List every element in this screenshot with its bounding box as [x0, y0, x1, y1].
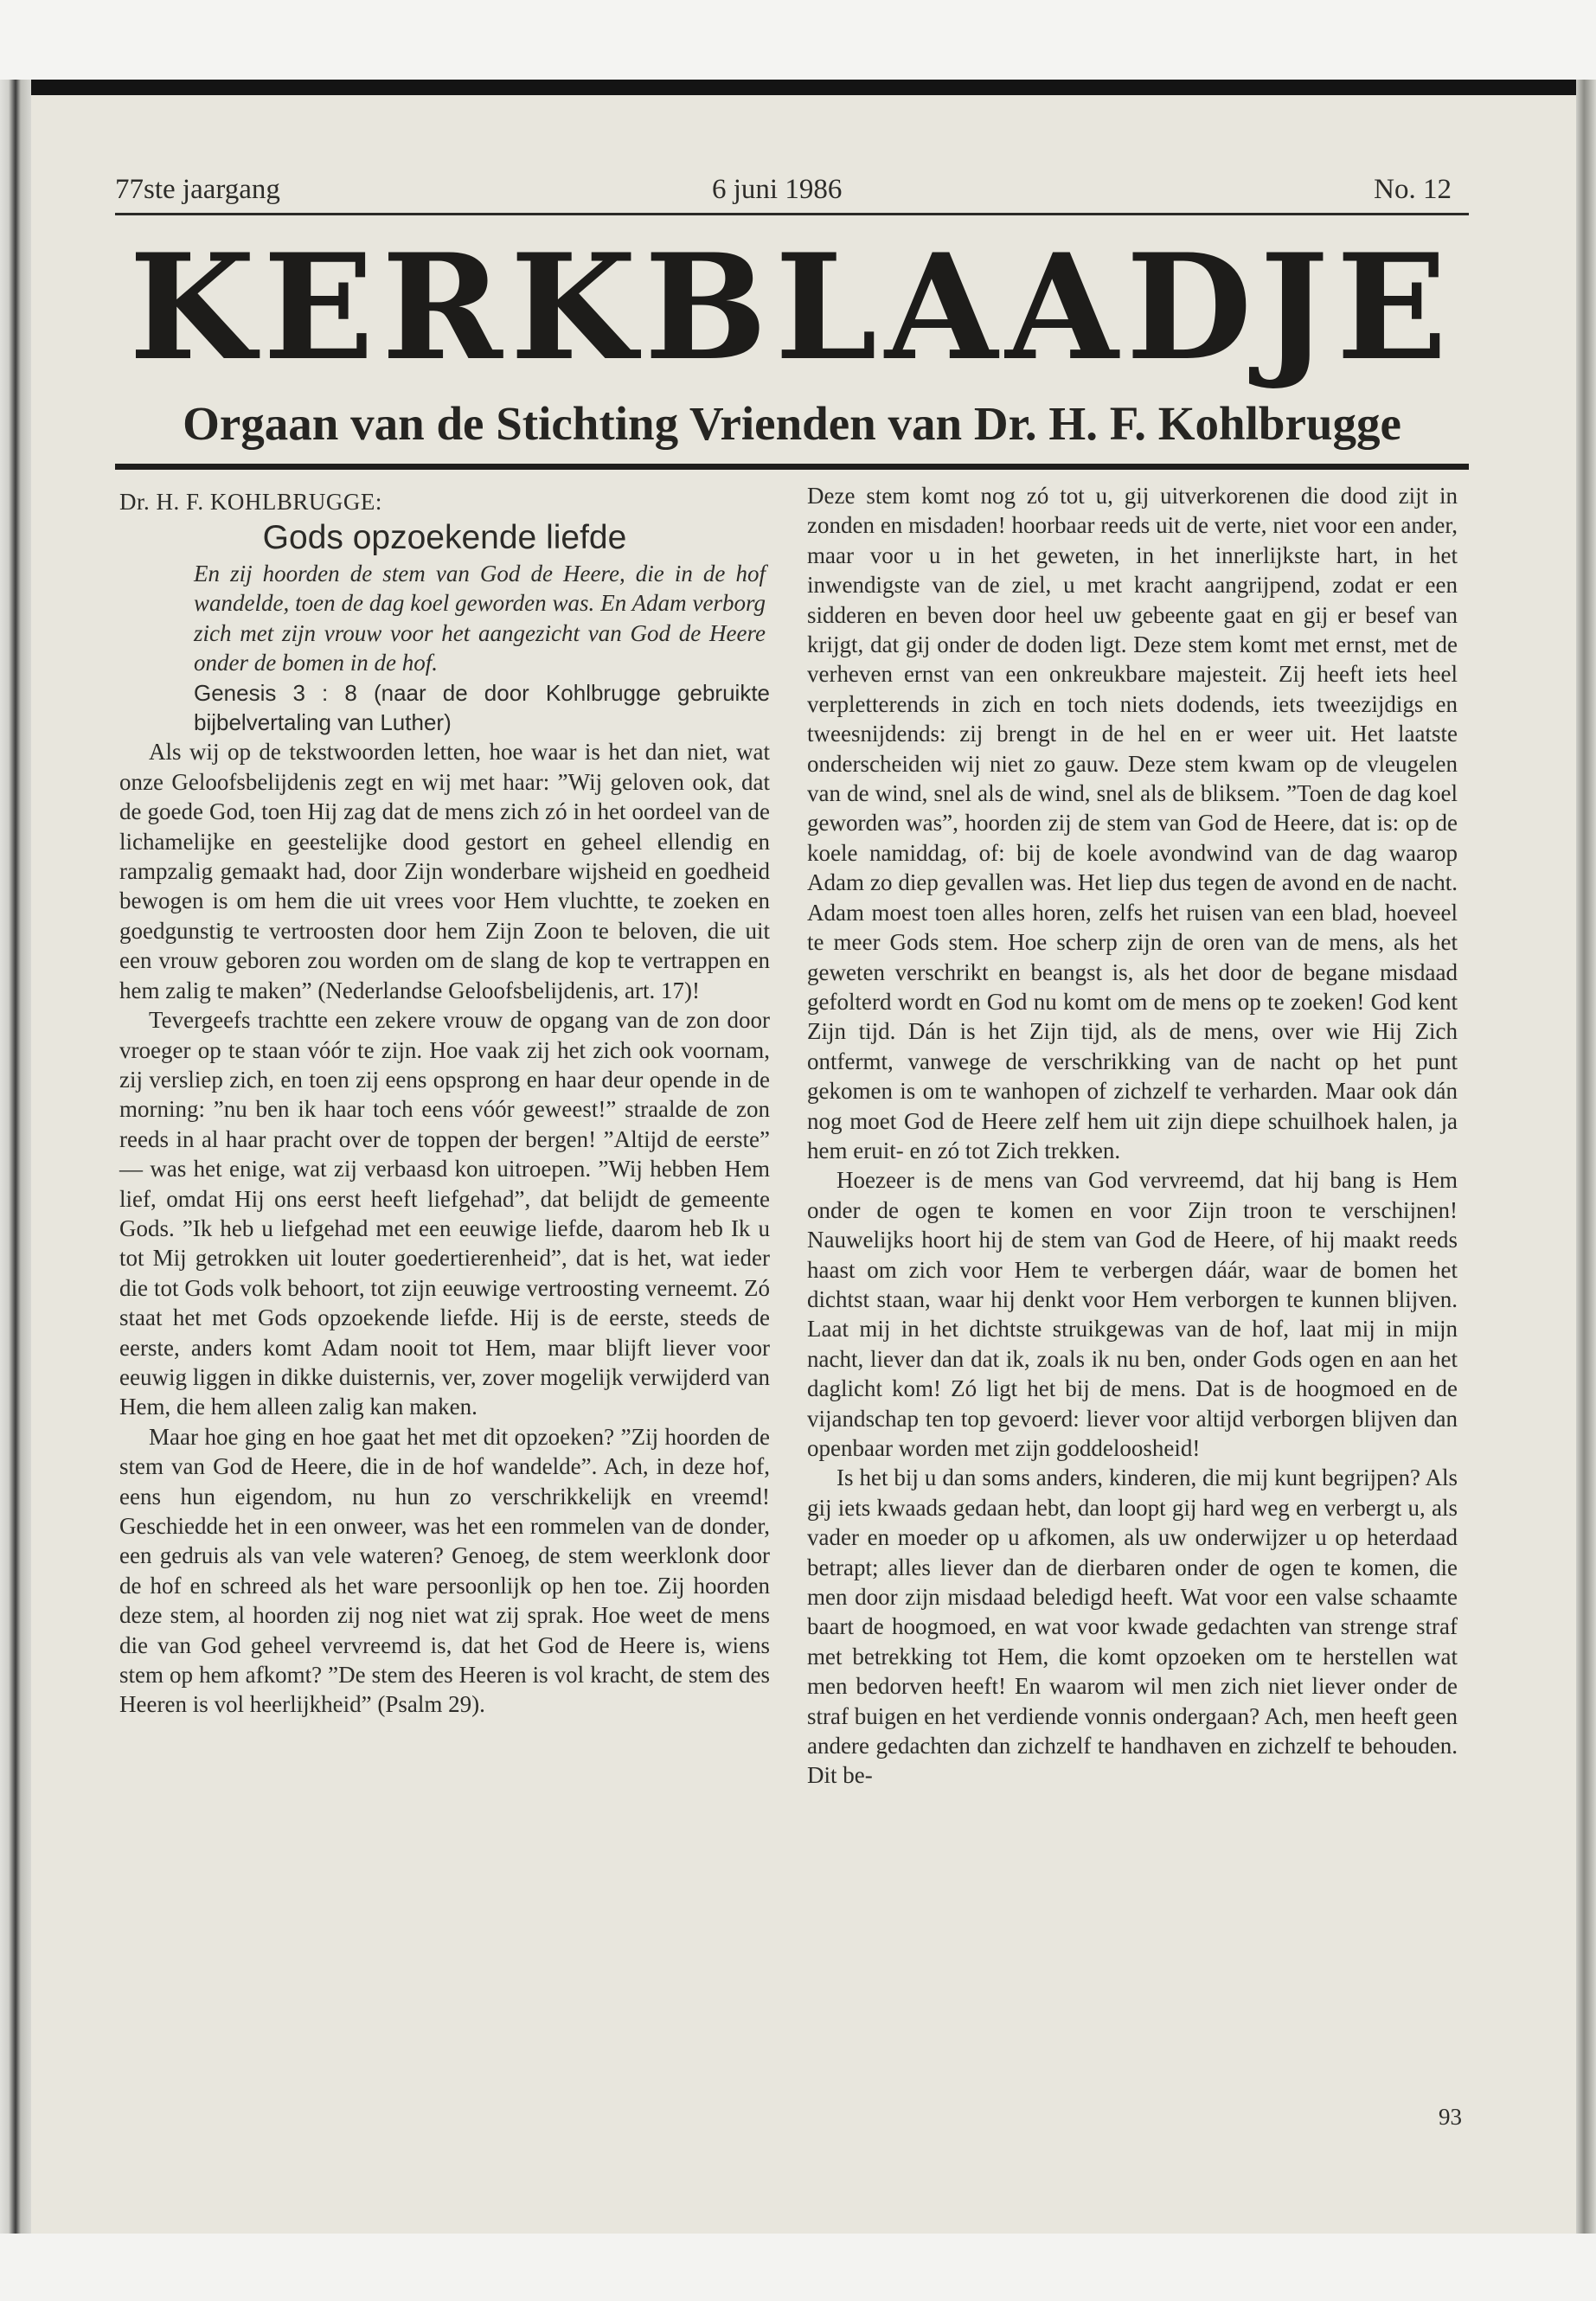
article-paragraph: Maar hoe ging en hoe gaat het met dit opzoeken? ”Zij hoorden de stem van God de Heere, die in de hof wandelde”. Ach, in deze hof, eens hun eigendom, nu hun zo verschrikkelijk en vreemd! Geschiedde het in een onweer, was het een rommelen van de donder, een gedruis als van vele wateren? Genoeg, de stem weerklonk door de hof en schreed als het ware persoonlijk op hen toe. Zij hoorden deze stem, al hoorden zij nog niet wat zij sprak. Hoe weet de mens die van God geheel vervreemd is, dat het God de Heere is, wiens stem op hem afkomt? ”De stem des Heeren is vol kracht, de stem des Heeren is vol heerlijkheid” (Psalm 29).: [119, 1423, 770, 1718]
issue-header: [115, 171, 1469, 208]
scan-bottom-margin: [0, 2234, 1596, 2301]
scan-right-edge: [1576, 80, 1596, 2234]
issue-number: No. 12: [1374, 174, 1452, 205]
article-epigraph: En zij hoorden de stem van God de Heere, die in de hof wandelde, toen de dag koel geworden was. En Adam verborg zich met zijn vrouw voor het aangezicht van God de Heere onder de bomen in de hof.: [194, 561, 766, 676]
article-paragraph: Hoezeer is de mens van God vervreemd, dat hij bang is Hem onder de ogen te komen en voor Zijn troon te verschijnen! Nauwelijks hoort hij de stem van God de Heere, of hij maakt reeds haast om zich voor Hem te verbergen dáár, waar de bomen het dichtst staan, waar hij denkt voor Hem verborgen te kunnen blijven. Laat mij in het dichtste struikgewas van de hof, laat mij in mijn nacht, liever dan dat ik, zoals ik nu ben, onder Gods ogen en aan het daglicht kom! Zó ligt het bij de mens. Dat is de hoogmoed en de vijandschap ten top gevoerd: liever voor altijd verborgen blijven dan openbaar worden met zijn goddeloosheid!: [807, 1167, 1458, 1461]
left-column: [119, 486, 770, 1720]
scan-top-edge: [0, 80, 1596, 95]
scan-left-edge: [0, 80, 31, 2242]
article-title: Gods opzoekende liefde: [262, 519, 627, 556]
volume-label: 77ste jaargang: [115, 174, 280, 205]
article-author: Dr. H. F. KOHLBRUGGE:: [119, 489, 382, 515]
header-rule: [115, 213, 1469, 215]
right-column: [807, 481, 1458, 1791]
page-number: 93: [1439, 2104, 1462, 2130]
article-paragraph: Is het bij u dan soms anders, kinderen, die mij kunt begrijpen? Als gij iets kwaads gedaan hebt, dan loopt gij hard weg en verbergt u, als vader en moeder op u afkomen, als uw onderwijzer u op heterdaad betrapt; alles liever dan de dierbaren onder de ogen te komen, die men door zijn misdaad beledigd heeft. Wat voor een valse schaamte baart de hoogmoed, en wat voor kwade gedachten van strenge straf met betrekking tot Hem, die komt opzoeken om te herstellen wat men bedorven heeft! En waarom wil men zich niet liever onder de straf buigen en het verdiende vonnis ondergaan? Ach, men heeft geen andere gedachten dan zichzelf te handhaven en zichzelf te behouden. Dit be-: [807, 1465, 1458, 1789]
masthead-rule: [115, 464, 1469, 470]
article-paragraph: Als wij op de tekstwoorden letten, hoe waar is het dan niet, wat onze Geloofsbelijdenis zegt en wij met haar: ”Wij geloven ook, dat de goede God, toen Hij zag dat de mens zich zó in het oordeel van de lichamelijke en geestelijke dood gestort en geheel ellendig en rampzalig gemaakt had, door Zijn wonderbare wijsheid en goedheid bewogen is om hem die uit vrees voor Hem vluchtte, te zoeken en goedgunstig te vertroosten door hem Zijn Zoon te beloven, die uit een vrouw geboren zou worden om de slang de kop te vertrappen en hem zalig te maken” (Nederlandse Geloofsbelijdenis, art. 17)!: [119, 739, 770, 1003]
scripture-reference: Genesis 3 : 8 (naar de door Kohlbrugge gebruikte bijbelvertaling van Luther): [194, 679, 770, 736]
masthead-title: KERKBLAADJE: [129, 221, 1455, 393]
masthead-subtitle: Orgaan van de Stichting Vrienden van Dr. H. F. Kohlbrugge: [183, 397, 1401, 450]
article-paragraph: Deze stem komt nog zó tot u, gij uitverkorenen die dood zijt in zonden en misdaden! hoorbaar reeds uit de verte, niet voor een ander, maar voor u in het geweten, in het innerlijkste hart, in het inwendigste van de ziel, u met kracht aangrijpend, zodat er een sidderen en beven door heel uw gebeente gaat en gij er besef van krijgt, dat gij onder de doden ligt. Deze stem komt met ernst, met de verheven ernst van een onkreukbare majesteit. Zij heeft iets heel verpletterends in zich en toch niets dodends, iets tweezijdigs en tweesnijdends: zij brengt in de hel en er weer uit. Het laatste onderscheiden wij niet zo gauw. Deze stem kwam op de vleugelen van de wind, snel als de wind, snel als de bliksem. ”Toen de dag koel geworden was”, hoorden zij de stem van God de Heere, dat is: op de koele namiddag, of: bij de koele avondwind van de dag waarop Adam zo diep gevallen was. Het liep dus tegen de avond en de nacht. Adam moest toen alles horen, zelfs het ruisen van een blad, hoeveel te meer Gods stem. Hoe scherp zijn de oren van de mens, als het geweten verschrikt en beangst is, als het door de begane misdaad gefolterd wordt en God nu komt om de mens op te zoeken! God kent Zijn tijd. Dán is het Zijn tijd, als de mens, over wie Hij Zich ontfermt, vanwege de verschrikking van de nacht op het punt gekomen is om te wanhopen of zichzelf te verharden. Maar ook dán nog moet God de Heere zelf hem uit zijn diepe schuilhoek halen, ja hem eruit- en zó tot Zich trekken.: [807, 483, 1458, 1163]
article-paragraph: Tevergeefs trachtte een zekere vrouw de opgang van de zon door vroeger op te staan vóór te zijn. Hoe vaak zij het zich ook voornam, zij versliep zich, en toen zij eens opsprong en haar deur opende in de morning: ”nu ben ik haar toch eens vóór geweest!” straalde de zon reeds in al haar pracht over de toppen der bergen! ”Altijd de eerste” — was het enige, wat zij verbaasd kon uitroepen. ”Wij hebben Hem lief, omdat Hij ons eerst heeft liefgehad”, dat belijdt de gemeente Gods. ”Ik heb u liefgehad met een eeuwige liefde, daarom heb Ik u tot Mij getrokken uit louter goedertierenheid”, dat is het, wat ieder die tot Gods volk behoort, tot zijn eeuwige vertroosting verneemt. Zó staat het met Gods opzoekende liefde. Hij is de eerste, steeds de eerste, anders komt Adam nooit tot Hem, maar blijft liever voor eeuwig liggen in dikke duisternis, ver, zover mogelijk verwijderd van Hem, die hem alleen zalig kan maken.: [119, 1007, 770, 1420]
issue-date: 6 juni 1986: [712, 174, 843, 205]
